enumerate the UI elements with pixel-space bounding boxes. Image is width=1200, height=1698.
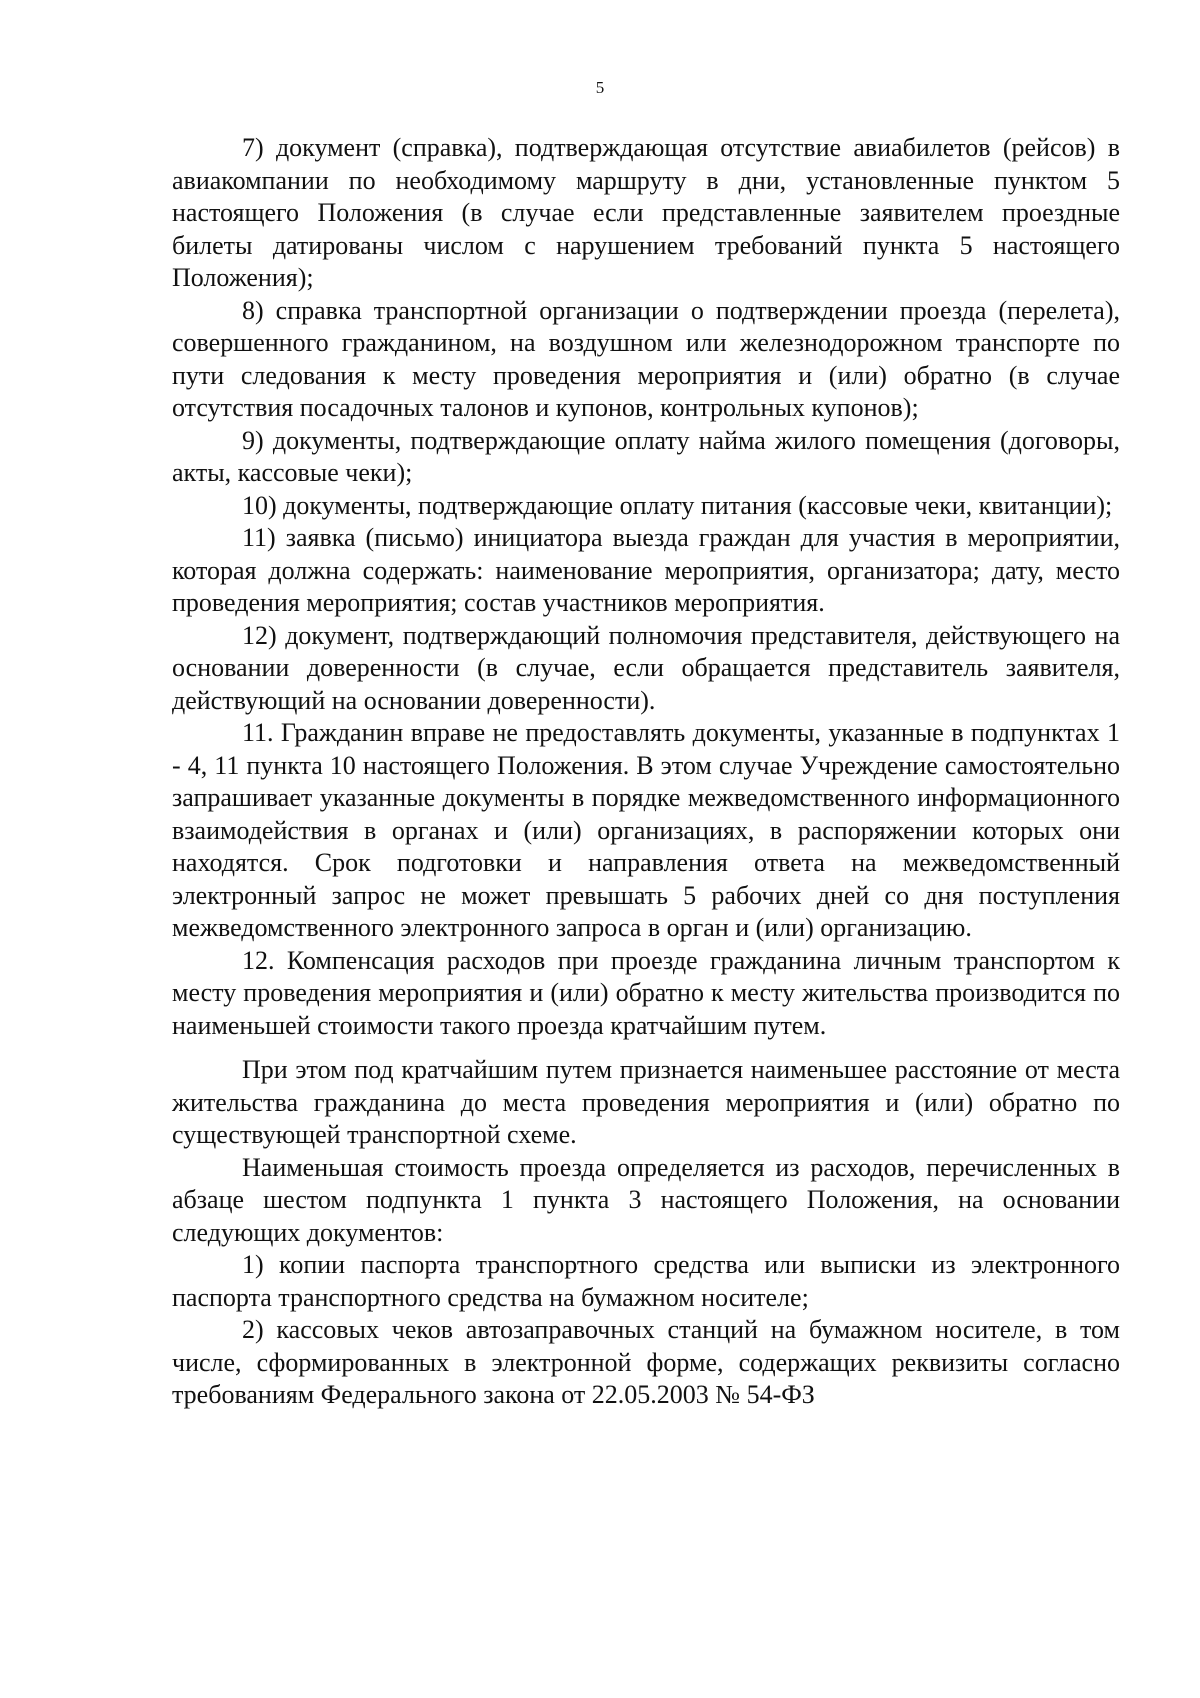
document-body [172, 132, 1120, 1412]
paragraph-item-10: 10) документы, подтверждающие оплату питания (кассовые чеки, квитанции); [242, 490, 1113, 520]
paragraph-clause-12: 12. Компенсация расходов при проезде гражданина личным транспортом к месту проведения мероприятия и (или) обратно к месту жительства производится по наименьшей стоимости такого проезда кратчайшим путем. [172, 945, 1120, 1040]
paragraph-lowest-cost: Наименьшая стоимость проезда определяется из расходов, перечисленных в абзаце шестом подпункта 1 пункта 3 настоящего Положения, на основании следующих документов: [172, 1152, 1120, 1247]
page-number: 5 [595, 78, 605, 97]
paragraph-item-9: 9) документы, подтверждающие оплату найма жилого помещения (договоры, акты, кассовые чеки); [172, 425, 1120, 487]
paragraph-item-12: 12) документ, подтверждающий полномочия представителя, действующего на основании доверенности (в случае, если обращается представитель заявителя, действующий на основании доверенности). [172, 620, 1120, 715]
paragraph-clause-11: 11. Гражданин вправе не предоставлять документы, указанные в подпунктах 1 - 4, 11 пункта 10 настоящего Положения. В этом случае Учреждение самостоятельно запрашивает указанные документы в порядке межведомственного информационного взаимодействия в органах и (или) организациях, в распоряжении которых они находятся. Срок подготовки и направления ответа на межведомственный электронный запрос не может превышать 5 рабочих дней со дня поступления межведомственного электронного запроса в орган и (или) организацию. [172, 718, 1120, 942]
paragraph-item-8: 8) справка транспортной организации о подтверждении проезда (перелета), совершенного гражданином, на воздушном или железнодорожном транспорте по пути следования к месту проведения мероприятия и (или) обратно (в случае отсутствия посадочных талонов и купонов, контрольных купонов); [172, 295, 1120, 422]
paragraph-doc-2: 2) кассовых чеков автозаправочных станций на бумажном носителе, в том числе, сформированных в электронной форме, содержащих реквизиты согласно требованиям Федерального закона от 22.05.2003 № 54-ФЗ [172, 1315, 1120, 1409]
paragraph-item-7: 7) документ (справка), подтверждающая отсутствие авиабилетов (рейсов) в авиакомпании по необходимому маршруту в дни, установленные пунктом 5 настоящего Положения (в случае если представленные заявителем проездные билеты датированы числом с нарушением требований пункта 5 настоящего Положения); [172, 133, 1120, 292]
paragraph-item-11: 11) заявка (письмо) инициатора выезда граждан для участия в мероприятии, которая должна содержать: наименование мероприятия, организатора; дату, место проведения мероприятия; состав участников мероприятия. [172, 523, 1120, 617]
paragraph-doc-1: 1) копии паспорта транспортного средства или выписки из электронного паспорта транспортного средства на бумажном носителе; [172, 1250, 1120, 1312]
paragraph-shortest-route: При этом под кратчайшим путем признается наименьшее расстояние от места жительства гражданина до места проведения мероприятия и (или) обратно по существующей транспортной схеме. [172, 1055, 1120, 1149]
